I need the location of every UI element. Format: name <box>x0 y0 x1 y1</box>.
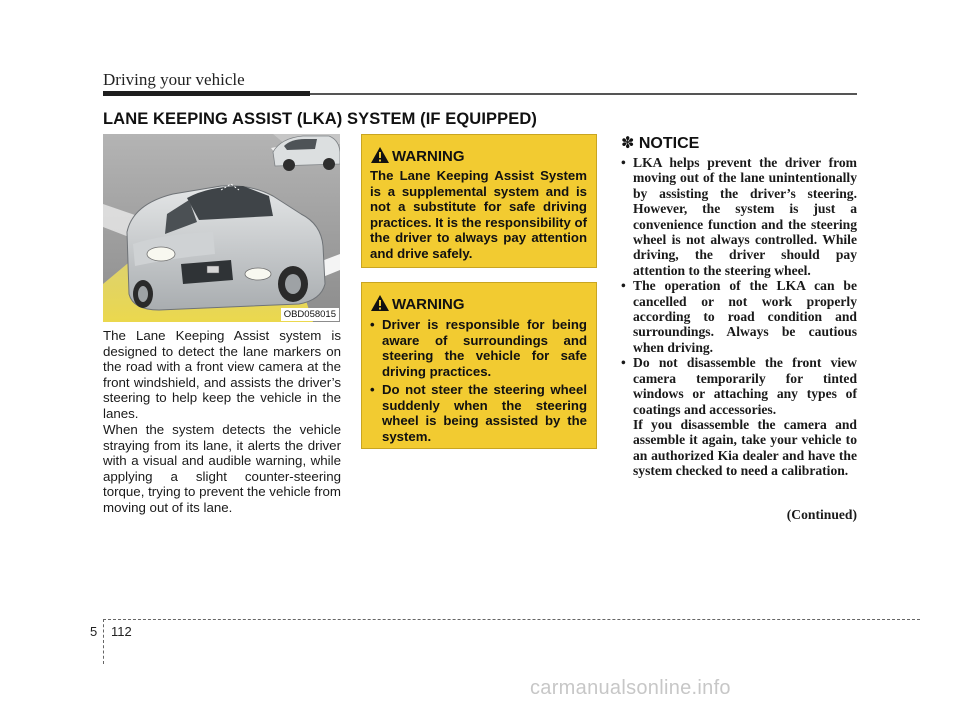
header-rule-thin <box>310 93 857 95</box>
warning-text: The Lane Keeping Assist System is a supplemental system and is not a substitute for safe driving practices. It is the responsibility of the driver to always pay attention and drive safely. <box>370 168 587 261</box>
warning-list-item: • Do not steer the steering wheel suddenly when the steering wheel is being assisted by the system. <box>370 382 587 444</box>
notice-item <box>621 355 857 478</box>
lka-car-image <box>103 134 340 322</box>
page-number: 112 <box>111 624 132 639</box>
chapter-number: 5 <box>90 624 98 639</box>
warning-heading: WARNING <box>392 296 465 313</box>
warning-heading: WARNING <box>392 148 465 165</box>
section-title: LANE KEEPING ASSIST (LKA) SYSTEM (IF EQUIPPED) <box>103 110 537 128</box>
notice-item: • The operation of the LKA can be cancelled or not work properly according to road condition and surroundings. Always be cautious when driving. <box>621 278 857 355</box>
warning-triangle-icon <box>371 147 389 163</box>
footer-rule <box>103 619 920 620</box>
lka-operation-paragraph: When the system detects the vehicle straying from its lane, it alerts the driver with a visual and audible warning, while applying a slight counter-steering torque, trying to prevent the vehicle from moving out of its lane. <box>103 422 341 515</box>
warning-list-container <box>370 317 587 447</box>
page-header-title: Driving your vehicle <box>103 70 245 89</box>
lka-description-paragraph: The Lane Keeping Assist system is designed to detect the lane markers on the road with a front view camera at the front windshield, and assists the driver’s steering to help keep the vehicle in the lanes. <box>103 328 341 421</box>
continued-label: (Continued) <box>786 507 857 522</box>
watermark: carmanualsonline.info <box>530 677 731 699</box>
warning-box-supplemental <box>361 134 597 268</box>
car-illustration <box>103 134 340 322</box>
notice-item-extra: If you disassemble the camera and assemble it again, take your vehicle to an authorized Kia dealer and have the system checked to need a calibration. <box>633 416 857 479</box>
warning-list-item: • Driver is responsible for being aware of surroundings and steering the vehicle for safe driving practices. <box>370 317 587 379</box>
notice-list <box>621 155 857 479</box>
warning-box-driver-responsibility <box>361 282 597 449</box>
warning-triangle-icon <box>371 295 389 311</box>
notice-item-text: Do not disassemble the front view camera temporarily for tinted windows or attaching any types of coatings and accessories. <box>633 355 857 417</box>
figure-code: OBD058015 <box>281 308 339 321</box>
notice-heading: ✽ NOTICE <box>621 135 700 152</box>
warning-list <box>370 317 587 444</box>
footer-divider <box>103 619 104 664</box>
notice-item: • LKA helps prevent the driver from moving out of the lane unintentionally by assisting the driver’s steering. However, the system is just a convenience function and the steering wheel is not always controlled. While driving, the driver should pay attention to the steering wheel. <box>621 155 857 278</box>
header-rule <box>103 91 310 96</box>
